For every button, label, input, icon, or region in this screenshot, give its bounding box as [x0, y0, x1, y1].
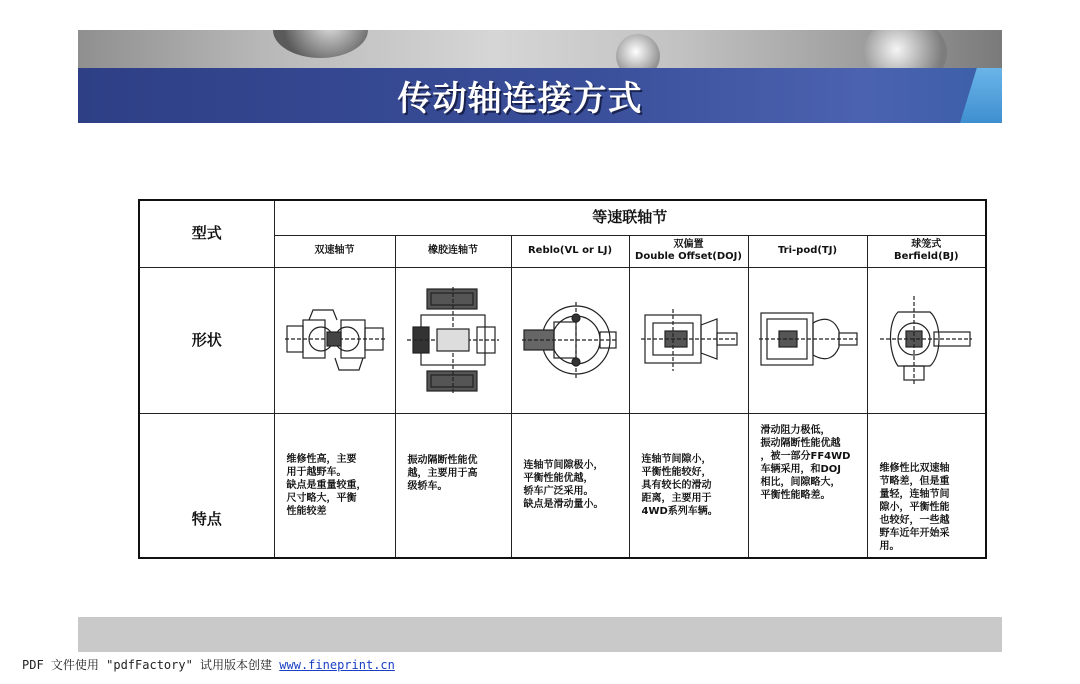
feature-cell: 振动隔断性能优 越，主要用于高 级轿车。 — [395, 413, 511, 558]
group-header: 等速联轴节 — [274, 200, 986, 235]
shape-row-label: 形状 — [139, 267, 274, 413]
feature-cell: 维修性比双速轴 节略差，但是重 量轻，连轴节间 隙小，平衡性能 也较好，一些越 野车近年开始采 用。 — [867, 413, 986, 558]
feature-row-label: 特点 — [139, 413, 274, 558]
header-photo-strip — [78, 30, 1002, 68]
column-header: 球笼式 Berfield(BJ) — [867, 235, 986, 267]
feature-cell: 滑动阻力极低， 振动隔断性能优越 ，被一部分FF4WD 车辆采用，和DOJ 相比，间隙略大， 平衡性能略差。 — [748, 413, 867, 558]
pdf-note-text: PDF 文件使用 "pdfFactory" 试用版本创建 — [22, 658, 280, 672]
column-header: 双速轴节 — [274, 235, 395, 267]
column-header: 双偏置 Double Offset(DOJ) — [629, 235, 748, 267]
footer-bar — [78, 617, 1002, 652]
decorative-sphere — [863, 30, 947, 68]
joint-drawing-cell — [395, 267, 511, 413]
joint-drawing-cell — [629, 267, 748, 413]
decorative-sphere — [616, 34, 660, 68]
decorative-sphere — [273, 30, 368, 58]
birfield-joint-drawing — [878, 292, 974, 388]
tripod-joint-drawing — [757, 305, 859, 375]
joint-drawing-cell — [511, 267, 629, 413]
rzeppa-joint-drawing — [520, 296, 620, 384]
page-title: 传动轴连接方式 — [397, 79, 643, 119]
feature-cell: 连轴节间隙小， 平衡性能较好， 具有较长的滑动 距离，主要用于 4WD系列车辆。 — [629, 413, 748, 558]
column-header: Tri-pod(TJ) — [748, 235, 867, 267]
feature-cell: 连轴节间隙极小， 平衡性能优越， 轿车广泛采用。 缺点是滑动量小。 — [511, 413, 629, 558]
joint-drawing-cell — [748, 267, 867, 413]
feature-cell: 维修性高，主要 用于越野车。 缺点是重量较重， 尺寸略大，平衡 性能较差 — [274, 413, 395, 558]
title-band — [78, 68, 1002, 123]
type-header: 型式 — [139, 200, 274, 267]
joint-drawing-cell — [867, 267, 986, 413]
joint-comparison-table — [138, 199, 987, 559]
double-cardan-joint-drawing — [283, 298, 387, 382]
rubber-coupling-drawing — [405, 285, 501, 395]
column-header: Reblo(VL or LJ) — [511, 235, 629, 267]
title-band-accent — [960, 68, 1002, 123]
double-offset-joint-drawing — [639, 305, 739, 375]
pdf-creator-note — [22, 656, 395, 673]
joint-drawing-cell — [274, 267, 395, 413]
column-header: 橡胶连轴节 — [395, 235, 511, 267]
fineprint-link[interactable]: www.fineprint.cn — [279, 658, 395, 672]
